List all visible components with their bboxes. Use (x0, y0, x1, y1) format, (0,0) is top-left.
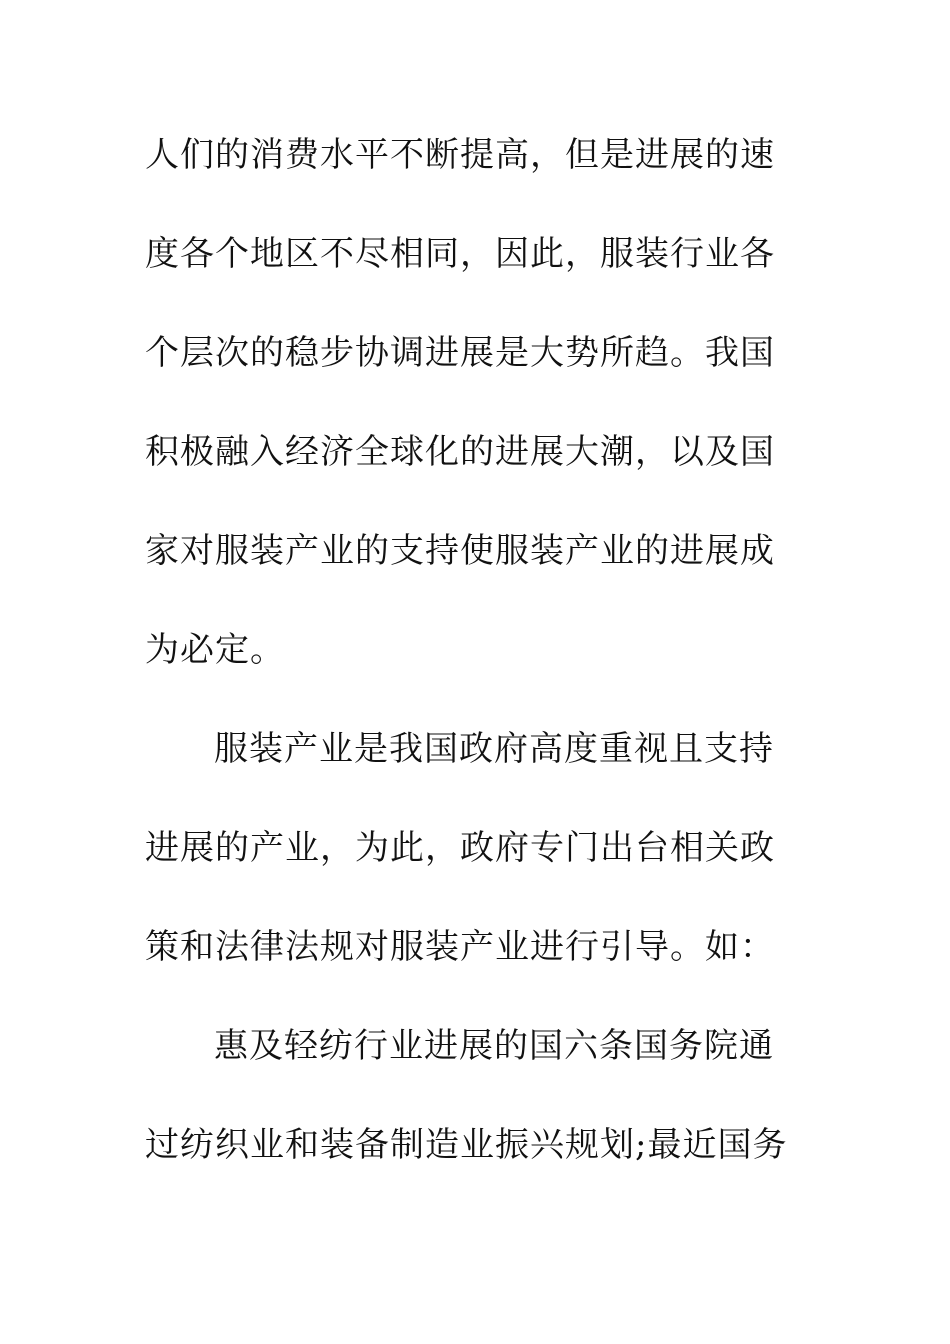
text-line: 个层次的稳步协调进展是大势所趋。我国 (145, 333, 775, 373)
text-line: 人们的消费水平不断提高，但是进展的速 (145, 135, 775, 175)
text-line: 积极融入经济全球化的进展大潮，以及国 (145, 432, 775, 472)
text-line: 策和法律法规对服装产业进行引导。如： (145, 927, 775, 967)
text-line: 过纺织业和装备制造业振兴规划;最近国务 (145, 1125, 788, 1165)
text-line: 度各个地区不尽相同，因此，服装行业各 (145, 234, 775, 274)
text-line: 家对服装产业的支持使服装产业的进展成 (145, 531, 775, 571)
text-line: 为必定。 (145, 630, 285, 670)
paragraph-start-line: 服装产业是我国政府高度重视且支持 (214, 729, 774, 769)
text-line: 进展的产业，为此，政府专门出台相关政 (145, 828, 775, 868)
paragraph-start-line: 惠及轻纺行业进展的国六条国务院通 (214, 1026, 774, 1066)
